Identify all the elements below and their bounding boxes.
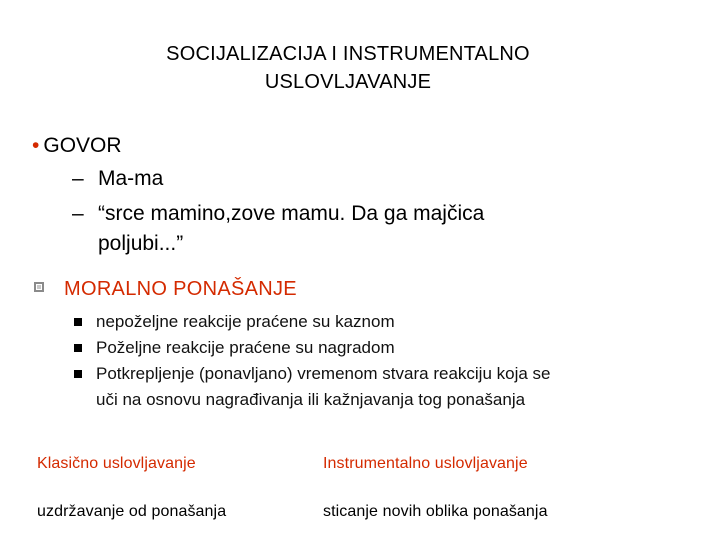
bullet-dot-icon: • <box>32 134 40 157</box>
title-line-1: SOCIJALIZACIJA I INSTRUMENTALNO <box>166 43 530 65</box>
instrumental-conditioning-header: Instrumentalno uslovljavanje <box>323 455 528 472</box>
govor-subitem-text-continued: poljubi...” <box>98 232 184 255</box>
list-item <box>72 309 692 335</box>
list-item-text: Potkrepljenje (ponavljano) vremenom stvara reakciju koja se <box>96 364 551 383</box>
list-item <box>72 361 692 413</box>
page-title <box>0 40 696 96</box>
govor-label: GOVOR <box>43 134 122 157</box>
square-bullet-icon <box>74 318 82 326</box>
govor-subitem-text: Ma-ma <box>98 167 164 190</box>
moral-heading: MORALNO PONAŠANJE <box>64 278 297 300</box>
govor-subitem <box>72 164 163 194</box>
square-bullet-icon <box>74 370 82 378</box>
title-line-2: USLOVLJAVANJE <box>264 71 432 93</box>
list-item-text: nepoželjne reakcije praćene su kaznom <box>96 312 395 331</box>
dash-icon: – <box>72 202 84 225</box>
dash-icon: – <box>72 167 84 190</box>
govor-subitem <box>72 199 484 259</box>
classical-conditioning-header: Klasično uslovljavanje <box>37 455 196 472</box>
classical-conditioning-cell: uzdržavanje od ponašanja <box>37 503 227 520</box>
list-item-text: Poželjne reakcije praćene su nagradom <box>96 338 395 357</box>
govor-subitem-text: “srce mamino,zove mamu. Da ga majčica <box>98 202 485 225</box>
instrumental-conditioning-cell: sticanje novih oblika ponašanja <box>323 503 548 520</box>
moral-list <box>72 309 692 413</box>
list-item-text-continued: uči na osnovu nagrađivanja ili kažnjavanja tog ponašanja <box>96 390 526 409</box>
hollow-square-bullet-icon <box>34 282 44 292</box>
list-item <box>72 335 692 361</box>
govor-heading <box>32 132 122 160</box>
square-bullet-icon <box>74 344 82 352</box>
